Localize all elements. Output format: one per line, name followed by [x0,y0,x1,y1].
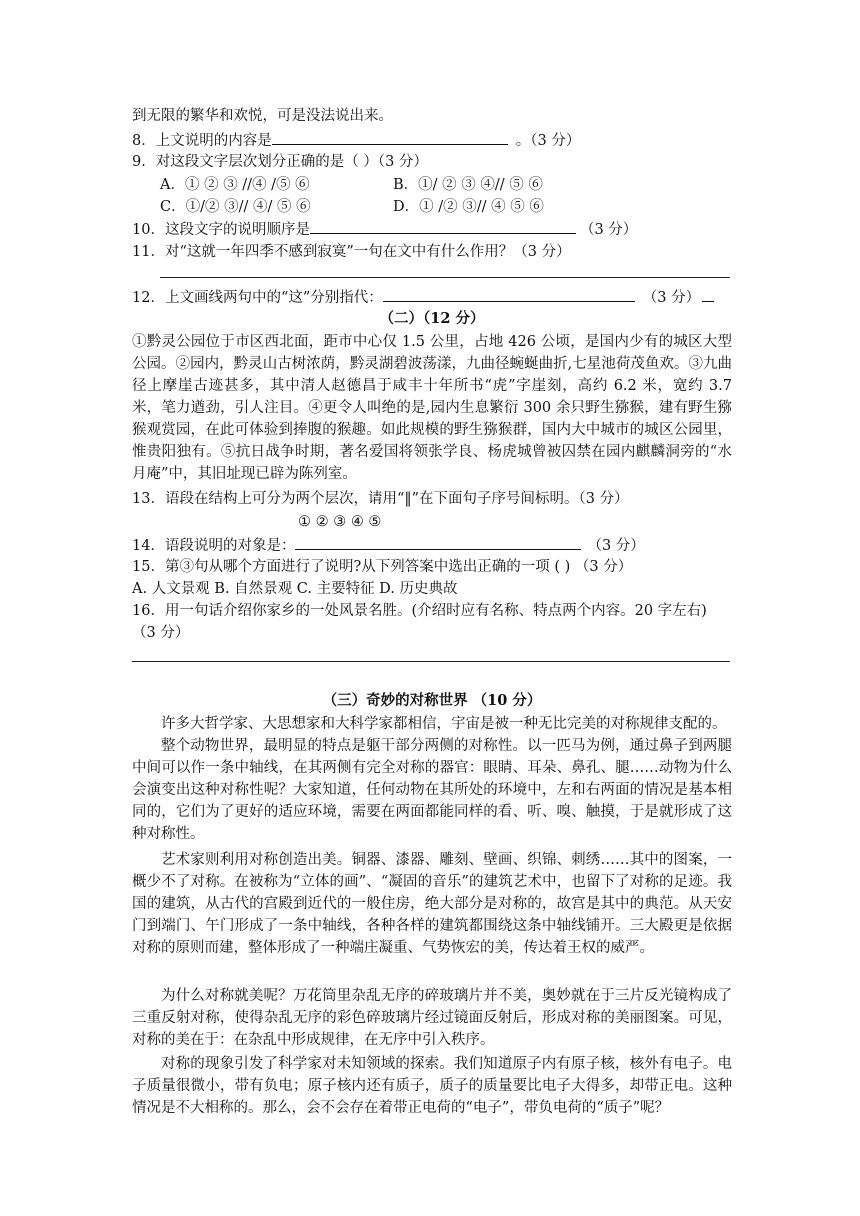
question-13-sentence-numbers: ① ② ③ ④ ⑤ [298,514,382,530]
question-9-option-c: C．①/② ③// ④/ ⑤ ⑥ [160,199,311,215]
question-16: 16．用一句话介绍你家乡的一处风景名胜。(介绍时应有名称、特点两个内容。20 字左右) [132,603,707,619]
question-12-tail: （3 分） [642,290,701,306]
question-12-trailing-blank [702,287,714,302]
section-3-title: （三）奇妙的对称世界 （10 分） [322,692,542,709]
question-12-text: 12．上文画线两句中的“这”分别指代： [132,290,383,306]
question-14 [132,535,645,556]
previous-passage-tail: 到无限的繁华和欢悦，可是没法说出来。 [132,108,393,124]
question-11: 11．对“这就一年四季不感到寂寞”一句在文中有什么作用？（3 分） [132,244,571,260]
question-16-score: （3 分） [132,625,190,641]
section-3-paragraph-3: 艺术家则利用对称创造出美。铜器、漆器、雕刻、壁画、织锦、刺绣……其中的图案，一概少不了对称。在被称为“立体的画”、“凝固的音乐”的建筑艺术中，也留下了对称的足迹。我国的建筑，从古代的宫殿到近代的一般住房，绝大部分是对称的，故宫是其中的典范。从天安门到端门、午门形成了一条中轴线，各种各样的建筑都围绕这条中轴线铺开。三大殿更是依据对称的原则而建，整体形成了一种端庄凝重、气势恢宏的美，传达着王权的威严。 [132,852,732,956]
section-2-passage: ①黔灵公园位于市区西北面，距市中心仅 1.5 公里，占地 426 公顷，是国内少有的城区大型公园。②园内，黔灵山古树浓荫，黔灵湖碧波荡漾，九曲径蜿蜒曲折,七星池荷茂鱼欢。③九曲径上摩崖古迹甚多，其中清人赵德昌于咸丰十年所书“虎”字崖刻，高约 6.2 米，宽约 3.7 米，笔力遒劲，引人注目。④更令人叫绝的是,园内生息繁衍 300 余只野生猕猴，建有野生猕猴观赏园，在此可体验到捧腹的猴趣。如此规模的野生猕猴群，国内大中城市的城区公园里，惟贵阳独有。⑤抗日战争时期，著名爱国将领张学良、杨虎城曾被囚禁在园内麒麟洞旁的“水月庵”中，其旧址现已辟为陈列室。 [132,334,732,482]
question-10-answer-blank[interactable] [310,219,576,234]
question-8-text: 8．上文说明的内容是 [132,133,272,149]
question-15-options: A. 人文景观 B. 自然景观 C. 主要特征 D. 历史典故 [132,581,458,597]
question-11-answer-line[interactable] [160,277,730,278]
question-9: 9．对这段文字层次划分正确的是（ ）（3 分） [132,154,428,170]
question-8 [132,130,580,151]
section-3-paragraph-4: 为什么对称就美呢？万花筒里杂乱无序的碎玻璃片并不美，奥妙就在于三片反光镜构成了三重反射对称，使得杂乱无序的彩色碎玻璃片经过镜面反射后，形成对称的美丽图案。可见，对称的美在于：在杂乱中形成规律，在无序中引入秩序。 [132,988,732,1048]
section-3-paragraph-5: 对称的现象引发了科学家对未知领域的探索。我们知道原子内有原子核，核外有电子。电子质量很微小，带有负电；原子核内还有质子，质子的质量要比电子大得多，却带正电。这种情况是不大相称的。那么，会不会存在着带正电荷的“电子”，带负电荷的“质子”呢？ [132,1056,732,1116]
question-10 [132,219,637,240]
question-12 [132,287,714,308]
question-8-tail: 。（3 分） [515,133,581,149]
question-10-text: 10．这段文字的说明顺序是 [132,222,310,238]
question-16-answer-line[interactable] [132,661,730,662]
question-8-answer-blank[interactable] [272,130,508,145]
question-14-answer-blank[interactable] [295,535,581,550]
section-3-paragraph-2: 整个动物世界，最明显的特点是躯干部分两侧的对称性。以一匹马为例，通过鼻子到两腿中间可以作一条中轴线，在其两侧有完全对称的器官：眼睛、耳朵、鼻孔、腿……动物为什么会演变出这种对称性呢？大家知道，任何动物在其所处的环境中，左和右两面的情况是基本相同的，它们为了更好的适应环境，需要在两面都能同样的看、听、嗅、触摸，于是就形成了这种对称性。 [132,738,732,842]
question-12-answer-blank[interactable] [383,287,635,302]
question-9-option-b: B．①/ ② ③ ④// ⑤ ⑥ [393,177,543,193]
question-9-option-a: A．① ② ③ //④ /⑤ ⑥ [160,177,310,193]
question-13: 13．语段在结构上可分为两个层次，请用“‖”在下面句子序号间标明。（3 分） [132,491,629,507]
question-10-tail: （3 分） [579,222,638,238]
question-9-option-d: D．① /② ③// ④ ⑤ ⑥ [393,199,544,215]
question-14-text: 14．语段说明的对象是： [132,538,296,554]
question-15: 15．第③句从哪个方面进行了说明?从下列答案中选出正确的一项 ( ) （3 分） [132,559,633,575]
section-2-title: （二）（12 分） [379,310,485,327]
question-14-tail: （3 分） [587,538,645,554]
section-3-paragraph-1: 许多大哲学家、大思想家和大科学家都相信，宇宙是被一种无比完美的对称规律支配的。 [161,716,727,732]
